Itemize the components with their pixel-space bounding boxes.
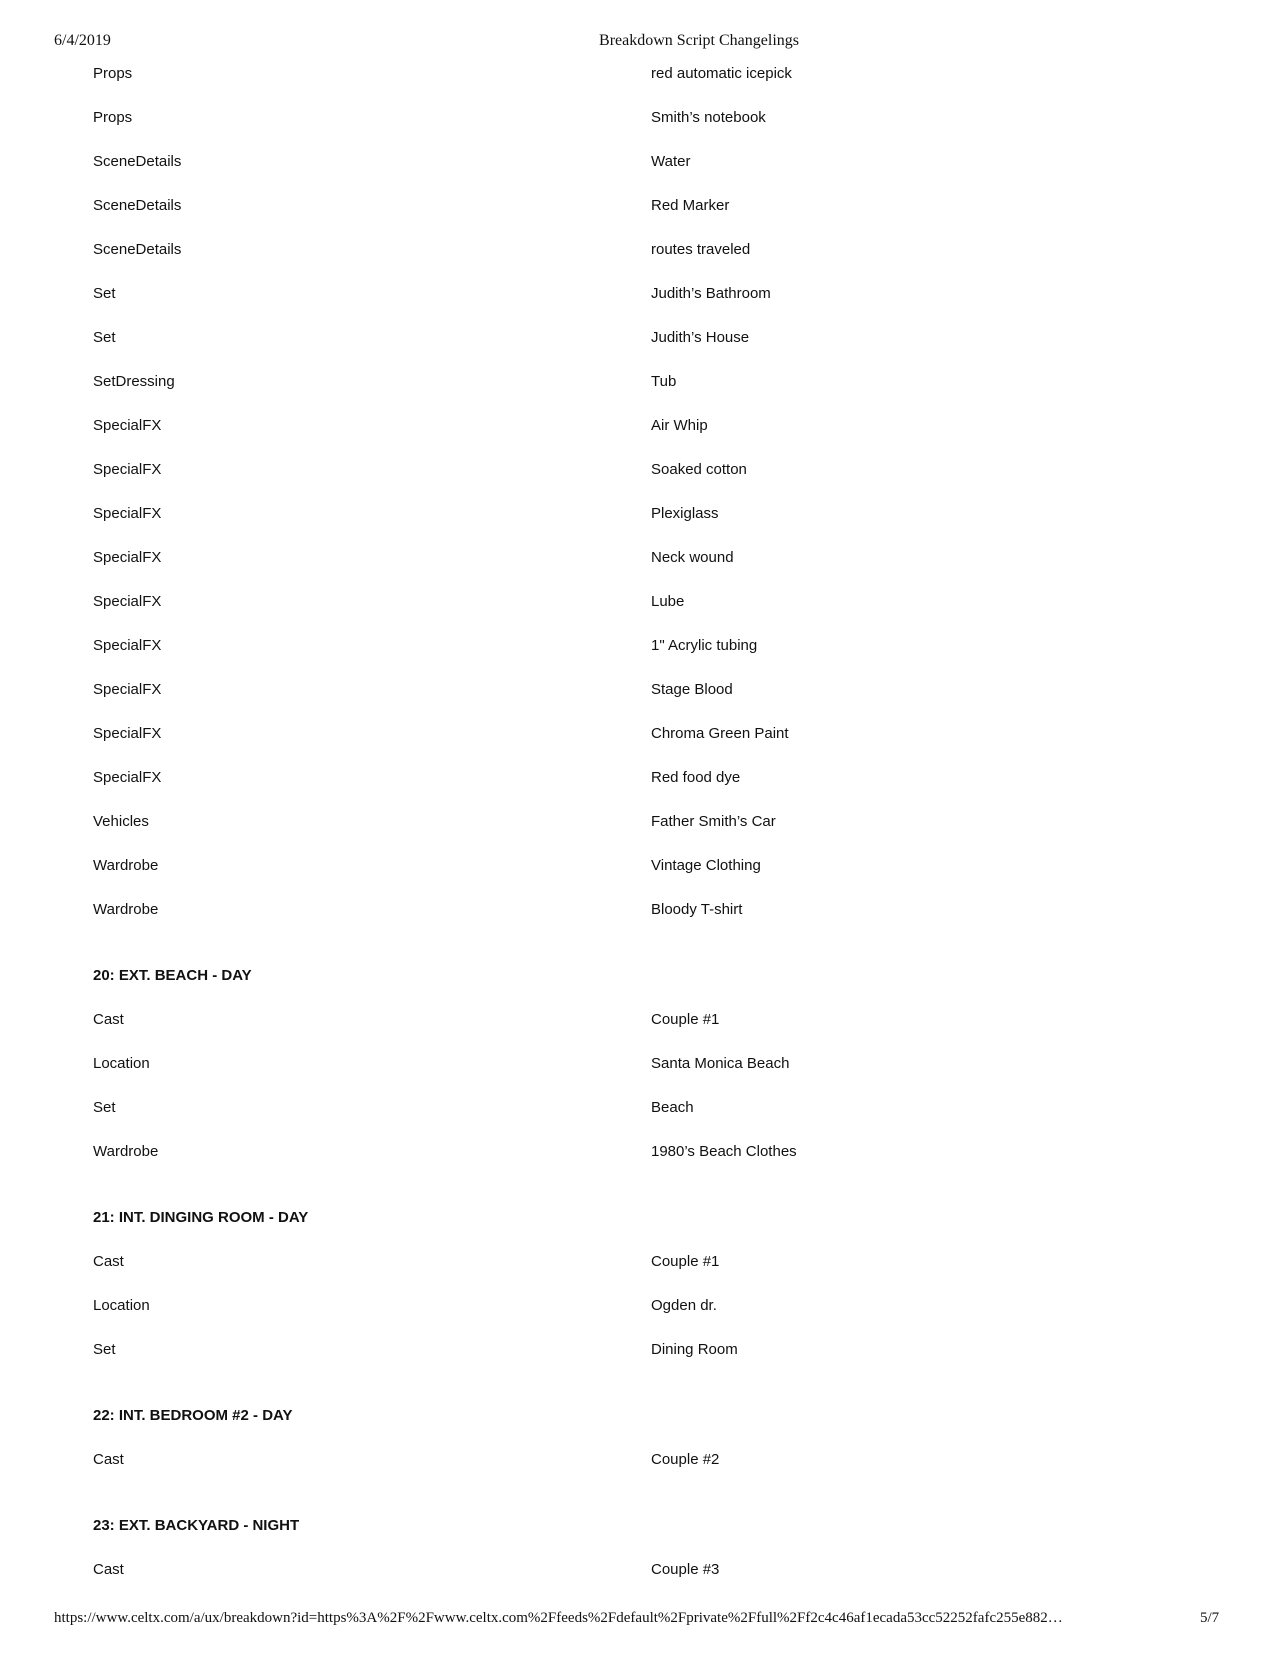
element-item: Neck wound	[651, 549, 734, 566]
breakdown-row	[0, 327, 1280, 349]
element-category: SceneDetails	[93, 197, 182, 214]
breakdown-row	[0, 1449, 1280, 1471]
element-category: SpecialFX	[93, 769, 162, 786]
element-item: Father Smith’s Car	[651, 813, 776, 830]
breakdown-row	[0, 415, 1280, 437]
element-category: Set	[93, 1099, 116, 1116]
element-item: Lube	[651, 593, 685, 610]
breakdown-row	[0, 459, 1280, 481]
breakdown-row	[0, 547, 1280, 569]
breakdown-row	[0, 1053, 1280, 1075]
breakdown-row	[0, 107, 1280, 129]
element-item: 1980’s Beach Clothes	[651, 1143, 797, 1160]
element-category: Wardrobe	[93, 1143, 159, 1160]
breakdown-row	[0, 1559, 1280, 1581]
element-item: Beach	[651, 1099, 694, 1116]
element-category: SpecialFX	[93, 637, 162, 654]
breakdown-row	[0, 723, 1280, 745]
element-item: Couple #2	[651, 1451, 720, 1468]
breakdown-row	[0, 855, 1280, 877]
element-item: routes traveled	[651, 241, 751, 258]
element-item: 1" Acrylic tubing	[651, 637, 758, 654]
breakdown-row	[0, 635, 1280, 657]
document-title: Breakdown Script Changelings	[599, 32, 799, 49]
breakdown-row	[0, 1339, 1280, 1361]
element-item: Judith’s Bathroom	[651, 285, 771, 302]
source-url: https://www.celtx.com/a/ux/breakdown?id=https%3A%2F%2Fwww.celtx.com%2Ffeeds%2Fdefault%2Fprivate%2Ffull%2Ff2c4c46af1ecada53cc52252fafc255e882…	[54, 1610, 1063, 1626]
element-category: Cast	[93, 1561, 124, 1578]
element-category: Set	[93, 285, 116, 302]
element-category: SpecialFX	[93, 461, 162, 478]
breakdown-row	[0, 63, 1280, 85]
breakdown-row	[0, 371, 1280, 393]
element-item: Smith’s notebook	[651, 109, 766, 126]
page-number: 5/7	[1200, 1610, 1220, 1626]
breakdown-row	[0, 503, 1280, 525]
element-category: SceneDetails	[93, 153, 182, 170]
breakdown-row	[0, 899, 1280, 921]
element-item: Ogden dr.	[651, 1297, 717, 1314]
element-item: Plexiglass	[651, 505, 719, 522]
element-category: Location	[93, 1297, 150, 1314]
element-item: Tub	[651, 373, 677, 390]
element-category: SpecialFX	[93, 681, 162, 698]
element-category: Props	[93, 109, 133, 126]
element-item: Couple #3	[651, 1561, 720, 1578]
element-item: Santa Monica Beach	[651, 1055, 790, 1072]
element-item: Bloody T-shirt	[651, 901, 743, 918]
scene-heading: 21: INT. DINGING ROOM - DAY	[93, 1209, 309, 1226]
element-item: Vintage Clothing	[651, 857, 761, 874]
element-item: Chroma Green Paint	[651, 725, 789, 742]
breakdown-row	[0, 1295, 1280, 1317]
element-item: Air Whip	[651, 417, 708, 434]
breakdown-row	[0, 151, 1280, 173]
breakdown-row	[0, 679, 1280, 701]
element-category: Cast	[93, 1451, 124, 1468]
breakdown-row	[0, 283, 1280, 305]
element-item: Couple #1	[651, 1253, 720, 1270]
element-item: Dining Room	[651, 1341, 738, 1358]
element-category: Props	[93, 65, 133, 82]
element-category: SpecialFX	[93, 725, 162, 742]
breakdown-row	[0, 1097, 1280, 1119]
breakdown-row	[0, 1251, 1280, 1273]
element-category: SetDressing	[93, 373, 175, 390]
breakdown-row	[0, 591, 1280, 613]
element-category: Location	[93, 1055, 150, 1072]
element-item: Water	[651, 153, 691, 170]
breakdown-row	[0, 195, 1280, 217]
print-date: 6/4/2019	[54, 32, 111, 49]
element-item: Couple #1	[651, 1011, 720, 1028]
element-category: Cast	[93, 1253, 124, 1270]
breakdown-row	[0, 811, 1280, 833]
element-category: SceneDetails	[93, 241, 182, 258]
element-category: Vehicles	[93, 813, 149, 830]
scene-heading: 22: INT. BEDROOM #2 - DAY	[93, 1407, 293, 1424]
element-item: Red Marker	[651, 197, 730, 214]
scene-heading: 20: EXT. BEACH - DAY	[93, 967, 252, 984]
element-category: Wardrobe	[93, 857, 159, 874]
element-category: Set	[93, 329, 116, 346]
breakdown-row	[0, 1009, 1280, 1031]
element-item: Red food dye	[651, 769, 741, 786]
breakdown-row	[0, 239, 1280, 261]
scene-heading: 23: EXT. BACKYARD - NIGHT	[93, 1517, 300, 1534]
element-category: SpecialFX	[93, 417, 162, 434]
element-category: SpecialFX	[93, 549, 162, 566]
element-item: Stage Blood	[651, 681, 733, 698]
element-item: red automatic icepick	[651, 65, 792, 82]
element-item: Judith’s House	[651, 329, 750, 346]
breakdown-row	[0, 1141, 1280, 1163]
element-category: Set	[93, 1341, 116, 1358]
element-category: Wardrobe	[93, 901, 159, 918]
element-category: Cast	[93, 1011, 124, 1028]
breakdown-row	[0, 767, 1280, 789]
element-category: SpecialFX	[93, 505, 162, 522]
element-category: SpecialFX	[93, 593, 162, 610]
element-item: Soaked cotton	[651, 461, 747, 478]
